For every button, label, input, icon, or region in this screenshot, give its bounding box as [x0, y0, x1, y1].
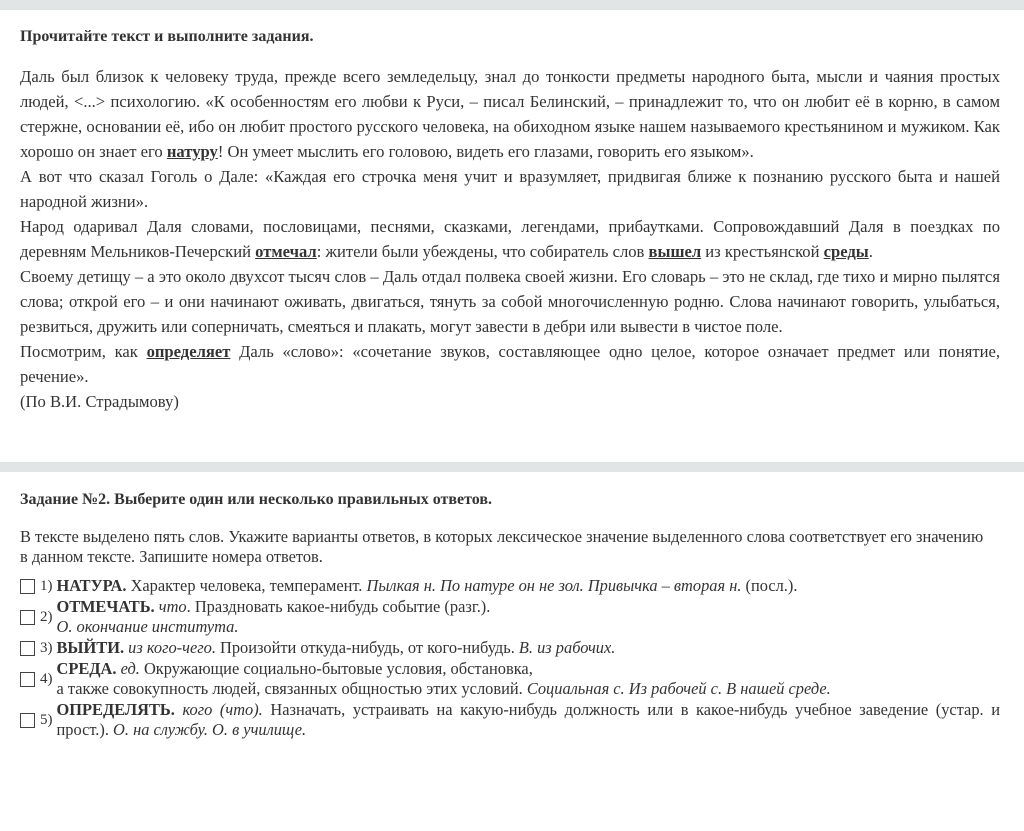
paragraph-text: Посмотрим, как: [20, 342, 147, 361]
paragraph-5: [20, 339, 1000, 389]
paragraph-text: Своему детищу – а это около двухсот тысяч слов – Даль отдал полвека своей жизни. Его словарь – это не склад, где тихо и мирно пылятся слова; открой его – и они начинают оживать, двигаться, тянуть за собой многочисленную родню. Слова начинают говорить, улыбаться, резвиться, дружить или соперничать, смеяться и плакать, могут завести в дебри или вывести в чистое поле.: [20, 267, 1000, 336]
answer-options: [20, 576, 1000, 740]
paragraph-text: А вот что сказал Гоголь о Дале: «Каждая его строчка меня учит и вразумляет, придвигая ближе к познанию русского быта и нашей народной жизни».: [20, 167, 1000, 211]
option-definition: Окружающие социально-бытовые условия, обстановка,: [139, 659, 533, 678]
paragraph-text: .: [868, 242, 873, 261]
option-text: [57, 597, 1001, 637]
highlighted-word-otmechal: отмечал: [255, 242, 317, 261]
task-heading: Задание №2. Выберите один или несколько правильных ответов.: [20, 491, 493, 508]
task-section: [0, 472, 1024, 740]
checkbox-option-4[interactable]: [20, 672, 35, 687]
option-word: НАТУРА.: [56, 576, 127, 595]
option-definition: а также совокупность людей, связанных общностью этих условий.: [56, 679, 527, 698]
highlighted-word-opredelyaet: определяет: [146, 342, 231, 361]
paragraph-1: [20, 64, 1000, 164]
answer-option-3[interactable]: [20, 638, 1000, 658]
option-word: ОПРЕДЕЛЯТЬ.: [56, 700, 175, 719]
option-definition: Характер человека, темперамент.: [126, 576, 367, 595]
paragraph-text: (По В.И. Страдымову): [20, 392, 179, 411]
option-number: 1): [40, 578, 53, 594]
option-note: (посл.).: [741, 576, 798, 595]
reading-text: [20, 64, 1000, 414]
answer-option-5[interactable]: [20, 700, 1000, 740]
instruction-line: В тексте выделено пять слов. Укажите варианты ответов, в которых лексическое значение выделенного слова соответствует его значению: [20, 527, 984, 546]
top-separator-bar: [0, 0, 1024, 10]
middle-separator-bar: [0, 462, 1024, 472]
checkbox-option-3[interactable]: [20, 641, 35, 656]
option-grammar: кого (что).: [174, 700, 263, 719]
instruction-line: в данном тексте. Запишите номера ответов.: [20, 547, 323, 566]
option-grammar: из кого-чего.: [124, 638, 216, 657]
option-grammar: ед.: [116, 659, 140, 678]
option-text: [57, 659, 1001, 699]
answer-option-4[interactable]: [20, 659, 1000, 699]
option-word: ОТМЕЧАТЬ.: [56, 597, 155, 616]
paragraph-2: [20, 164, 1000, 214]
paragraph-text: Даль «слово»: «сочетание звуков, составляющее одно целое, которое означает предмет или понятие, речение».: [20, 342, 1000, 386]
option-definition: Назначать, устраивать на какую-нибудь должность или в какое-нибудь учебное заведение (устар. и прост.).: [56, 700, 1000, 739]
option-examples: Пылкая н. По натуре он не зол. Привычка – вторая н.: [366, 576, 742, 595]
task-instruction: [20, 527, 1000, 567]
option-definition: Произойти откуда-нибудь, от кого-нибудь.: [215, 638, 519, 657]
option-number: 2): [40, 609, 53, 625]
option-grammar: что: [154, 597, 187, 616]
paragraph-text: : жители были убеждены, что собиратель слов: [316, 242, 649, 261]
option-number: 4): [40, 671, 53, 687]
highlighted-word-natura: натуру: [166, 142, 218, 161]
paragraph-text: из крестьянской: [701, 242, 824, 261]
option-text: [57, 576, 1001, 596]
option-number: 5): [40, 712, 53, 728]
option-examples: О. на службу. О. в училище.: [113, 720, 307, 739]
checkbox-option-5[interactable]: [20, 713, 35, 728]
option-examples: В. из рабочих.: [518, 638, 616, 657]
option-text: [57, 700, 1001, 740]
answer-option-2[interactable]: [20, 597, 1000, 637]
paragraph-4: [20, 264, 1000, 339]
reading-heading: Прочитайте текст и выполните задания.: [20, 28, 314, 45]
option-examples: Социальная с. Из рабочей с. В нашей среде.: [526, 679, 831, 698]
option-examples: О. окончание института.: [56, 617, 239, 636]
checkbox-option-1[interactable]: [20, 579, 35, 594]
paragraph-text: ! Он умеет мыслить его головою, видеть его глазами, говорить его языком».: [217, 142, 754, 161]
highlighted-word-vyshel: вышел: [648, 242, 702, 261]
option-number: 3): [40, 640, 53, 656]
checkbox-option-2[interactable]: [20, 610, 35, 625]
highlighted-word-sredy: среды: [823, 242, 869, 261]
source-attribution: [20, 389, 1000, 414]
paragraph-text: Даль был близок к человеку труда, прежде всего земледельцу, знал до тонкости предметы народного быта, мысли и чаяния простых людей, <...> психологию. «К особенностям его любви к Руси, – писал Белинский, – принадлежит то, что он любит её в корню, в самом стержне, основании её, ибо он любит простого русского человека, на обиходном языке нашем называемого крестьянином и мужиком. Как хорошо он знает его: [20, 67, 1000, 161]
answer-option-1[interactable]: [20, 576, 1000, 596]
reading-section: [0, 10, 1024, 462]
paragraph-3: [20, 214, 1000, 264]
option-text: [57, 638, 1001, 658]
option-definition: . Праздновать какое-нибудь событие (разг.).: [186, 597, 491, 616]
option-word: СРЕДА.: [56, 659, 117, 678]
paragraph-text: Народ одаривал Даля словами, пословицами, песнями, сказками, легендами, прибаутками. Сопровождавший Даля в поездках по деревням Мельников-Печерский: [20, 217, 1000, 261]
option-word: ВЫЙТИ.: [56, 638, 125, 657]
